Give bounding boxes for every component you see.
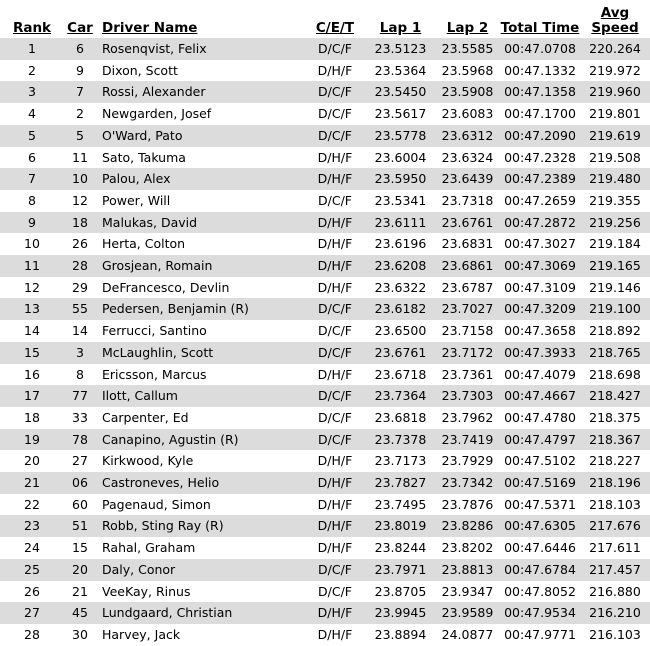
cell-avg-speed: 218.367 [580, 429, 650, 451]
cell-lap2: 23.6324 [441, 149, 494, 165]
cell-driver-name: Robb, Sting Ray (R) [96, 515, 304, 537]
cell-driver-name: Sato, Takuma [102, 149, 186, 165]
cell-driver-name: McLaughlin, Scott [96, 342, 304, 364]
cell-driver-name: DeFrancesco, Devlin [102, 279, 230, 295]
table-row [0, 320, 650, 342]
cell-lap2: 23.7027 [435, 298, 500, 320]
cell-total-time: 00:47.2659 [504, 192, 576, 208]
cell-car: 6 [64, 38, 96, 60]
table-row [0, 103, 650, 125]
table-row [0, 407, 650, 429]
cell-total-time: 00:47.4079 [504, 366, 576, 382]
cell-total-time: 00:47.9534 [500, 602, 580, 624]
cell-avg-speed: 220.264 [580, 38, 650, 60]
cell-driver-name: Palou, Alex [96, 168, 304, 190]
cell-car: 5 [64, 125, 96, 147]
cell-total-time: 00:47.2090 [500, 125, 580, 147]
cell-avg-speed: 219.355 [589, 192, 641, 208]
cell-avg-speed: 218.698 [589, 366, 641, 382]
cell-avg-speed: 219.508 [589, 149, 641, 165]
cell-car: 8 [76, 366, 84, 382]
cell-driver-name: Grosjean, Romain [96, 255, 304, 277]
cell-driver-name: Lundgaard, Christian [96, 602, 304, 624]
table-row [0, 385, 650, 407]
cell-cet: D/H/F [317, 236, 353, 252]
cell-avg-speed: 218.103 [589, 496, 641, 512]
cell-cet: D/H/F [317, 453, 353, 469]
cell-cet: D/C/F [304, 125, 366, 147]
cell-driver-name: Carpenter, Ed [102, 409, 189, 425]
cell-rank: 27 [0, 602, 64, 624]
header-cet: C/E/T [315, 20, 355, 36]
cell-rank: 18 [24, 409, 40, 425]
cell-lap1: 23.7495 [374, 496, 427, 512]
cell-lap2: 23.7158 [441, 323, 494, 339]
cell-rank: 3 [0, 81, 64, 103]
cell-lap1: 23.6111 [366, 212, 435, 234]
cell-lap1: 23.8019 [366, 515, 435, 537]
cell-car: 10 [64, 168, 96, 190]
cell-cet: D/C/F [318, 409, 352, 425]
cell-driver-name: Daly, Conor [96, 559, 304, 581]
cell-cet: D/H/F [304, 602, 366, 624]
cell-lap2: 23.9589 [435, 602, 500, 624]
cell-cet: D/C/F [304, 81, 366, 103]
cell-rank: 11 [0, 255, 64, 277]
cell-avg-speed: 219.619 [580, 125, 650, 147]
cell-lap2: 23.7361 [441, 366, 494, 382]
cell-lap2: 23.7172 [435, 342, 500, 364]
cell-avg-speed: 219.972 [589, 62, 641, 78]
cell-avg-speed: 219.100 [580, 298, 650, 320]
cell-cet: D/H/F [317, 496, 353, 512]
cell-lap1: 23.8705 [374, 583, 427, 599]
cell-rank: 28 [24, 626, 40, 642]
cell-car: 9 [76, 62, 84, 78]
header-car: Car [67, 20, 93, 36]
cell-lap1: 23.5450 [366, 81, 435, 103]
cell-rank: 16 [24, 366, 40, 382]
cell-car: 51 [64, 515, 96, 537]
cell-car: 28 [64, 255, 96, 277]
cell-car: 27 [72, 453, 88, 469]
cell-cet: D/C/F [318, 323, 352, 339]
cell-avg-speed: 216.103 [589, 626, 641, 642]
cell-cet: D/C/F [304, 298, 366, 320]
cell-lap1: 23.6718 [374, 366, 427, 382]
cell-lap2: 23.6831 [441, 236, 494, 252]
cell-cet: D/H/F [304, 255, 366, 277]
cell-lap1: 23.7173 [374, 453, 427, 469]
cell-total-time: 00:47.2389 [500, 168, 580, 190]
cell-total-time: 00:47.3109 [504, 279, 576, 295]
cell-car: 77 [64, 385, 96, 407]
cell-avg-speed: 219.146 [589, 279, 641, 295]
cell-lap1: 23.6322 [374, 279, 427, 295]
cell-avg-speed: 218.196 [580, 472, 650, 494]
cell-lap1: 23.5950 [366, 168, 435, 190]
cell-driver-name: Malukas, David [96, 212, 304, 234]
table-row [0, 277, 650, 299]
table-row [0, 298, 650, 320]
header-avg-speed-line2: Speed [591, 20, 639, 36]
cell-lap1: 23.7364 [366, 385, 435, 407]
cell-cet: D/H/F [317, 62, 353, 78]
cell-lap2: 23.8286 [435, 515, 500, 537]
table-row [0, 233, 650, 255]
cell-lap1: 23.6818 [374, 409, 427, 425]
cell-avg-speed: 219.801 [589, 106, 641, 122]
cell-cet: D/C/F [318, 583, 352, 599]
table-row [0, 494, 650, 516]
header-avg-speed [580, 0, 650, 38]
table-row [0, 429, 650, 451]
header-lap1: Lap 1 [379, 20, 422, 36]
cell-avg-speed: 219.256 [580, 212, 650, 234]
cell-driver-name: Power, Will [102, 192, 171, 208]
table-row [0, 472, 650, 494]
cell-car: 18 [64, 212, 96, 234]
cell-car: 29 [72, 279, 88, 295]
cell-lap2: 23.7342 [435, 472, 500, 494]
table-row [0, 38, 650, 60]
cell-lap2: 23.6083 [441, 106, 494, 122]
cell-rank: 19 [0, 429, 64, 451]
cell-lap2: 23.6761 [435, 212, 500, 234]
cell-lap2: 23.5585 [435, 38, 500, 60]
header-total-time: Total Time [500, 20, 580, 36]
cell-lap1: 23.5778 [366, 125, 435, 147]
cell-car: 15 [72, 540, 88, 556]
cell-driver-name: Pedersen, Benjamin (R) [96, 298, 304, 320]
header-avg-speed-line1: Avg [600, 5, 630, 21]
cell-total-time: 00:47.0708 [500, 38, 580, 60]
table-row [0, 342, 650, 364]
table-row [0, 168, 650, 190]
cell-driver-name: Rosenqvist, Felix [96, 38, 304, 60]
cell-cet: D/H/F [317, 279, 353, 295]
table-row [0, 581, 650, 603]
table-row [0, 125, 650, 147]
cell-total-time: 00:47.1700 [504, 106, 576, 122]
table-row [0, 364, 650, 386]
cell-avg-speed: 217.611 [589, 540, 641, 556]
cell-avg-speed: 216.210 [580, 602, 650, 624]
cell-cet: D/C/F [318, 192, 352, 208]
cell-lap1: 23.6208 [366, 255, 435, 277]
cell-lap1: 23.9945 [366, 602, 435, 624]
table-body [0, 38, 650, 646]
cell-total-time: 00:47.8052 [504, 583, 576, 599]
cell-car: 33 [72, 409, 88, 425]
cell-rank: 12 [24, 279, 40, 295]
cell-lap1: 23.6196 [374, 236, 427, 252]
cell-lap2: 23.7419 [435, 429, 500, 451]
cell-avg-speed: 218.892 [589, 323, 641, 339]
header-driver-name: Driver Name [102, 20, 198, 36]
cell-lap2: 23.8813 [435, 559, 500, 581]
cell-total-time: 00:47.4797 [500, 429, 580, 451]
cell-rank: 15 [0, 342, 64, 364]
cell-lap1: 23.6500 [374, 323, 427, 339]
cell-avg-speed: 218.427 [580, 385, 650, 407]
cell-avg-speed: 216.880 [589, 583, 641, 599]
cell-total-time: 00:47.5169 [500, 472, 580, 494]
cell-total-time: 00:47.4667 [500, 385, 580, 407]
cell-lap2: 23.7318 [441, 192, 494, 208]
cell-lap2: 23.8202 [441, 540, 494, 556]
cell-avg-speed: 219.184 [589, 236, 641, 252]
cell-car: 14 [72, 323, 88, 339]
cell-cet: D/C/F [304, 559, 366, 581]
cell-avg-speed: 218.765 [580, 342, 650, 364]
cell-total-time: 00:47.3933 [500, 342, 580, 364]
cell-total-time: 00:47.2872 [500, 212, 580, 234]
table-row [0, 602, 650, 624]
cell-rank: 22 [24, 496, 40, 512]
cell-driver-name: Castroneves, Helio [96, 472, 304, 494]
cell-car: 60 [72, 496, 88, 512]
cell-driver-name: Pagenaud, Simon [102, 496, 211, 512]
cell-cet: D/C/F [318, 106, 352, 122]
table-row [0, 450, 650, 472]
cell-cet: D/C/F [304, 429, 366, 451]
cell-rank: 25 [0, 559, 64, 581]
cell-total-time: 00:47.6305 [500, 515, 580, 537]
table-row [0, 81, 650, 103]
table-row [0, 515, 650, 537]
cell-cet: D/C/F [304, 38, 366, 60]
cell-lap1: 23.6761 [366, 342, 435, 364]
cell-driver-name: Harvey, Jack [102, 626, 181, 642]
cell-car: 12 [72, 192, 88, 208]
table-row [0, 537, 650, 559]
cell-total-time: 00:47.1332 [504, 62, 576, 78]
cell-car: 2 [76, 106, 84, 122]
cell-rank: 2 [28, 62, 36, 78]
table-row [0, 147, 650, 169]
cell-driver-name: O'Ward, Pato [96, 125, 304, 147]
cell-driver-name: Canapino, Agustin (R) [96, 429, 304, 451]
cell-total-time: 00:47.3209 [500, 298, 580, 320]
cell-car: 78 [64, 429, 96, 451]
cell-total-time: 00:47.1358 [500, 81, 580, 103]
cell-car: 7 [64, 81, 96, 103]
cell-car: 45 [64, 602, 96, 624]
cell-driver-name: Dixon, Scott [102, 62, 178, 78]
cell-cet: D/H/F [317, 366, 353, 382]
cell-lap1: 23.7378 [366, 429, 435, 451]
cell-cet: D/H/F [317, 540, 353, 556]
cell-lap2: 23.9347 [441, 583, 494, 599]
table-row [0, 255, 650, 277]
cell-rank: 9 [0, 212, 64, 234]
cell-rank: 20 [24, 453, 40, 469]
header-lap2: Lap 2 [446, 20, 489, 36]
cell-lap2: 23.6312 [435, 125, 500, 147]
cell-rank: 4 [28, 106, 36, 122]
cell-avg-speed: 218.227 [589, 453, 641, 469]
cell-rank: 6 [28, 149, 36, 165]
table-row [0, 190, 650, 212]
cell-lap1: 23.8244 [374, 540, 427, 556]
cell-car: 21 [72, 583, 88, 599]
cell-lap1: 23.5364 [374, 62, 427, 78]
cell-lap2: 23.6787 [441, 279, 494, 295]
cell-avg-speed: 217.676 [580, 515, 650, 537]
cell-total-time: 00:47.6446 [504, 540, 576, 556]
cell-lap2: 23.5908 [435, 81, 500, 103]
cell-lap1: 23.8894 [374, 626, 427, 642]
cell-driver-name: Ericsson, Marcus [102, 366, 207, 382]
cell-car: 3 [64, 342, 96, 364]
table-row [0, 212, 650, 234]
cell-driver-name: Newgarden, Josef [102, 106, 212, 122]
cell-rank: 17 [0, 385, 64, 407]
cell-lap1: 23.7971 [366, 559, 435, 581]
cell-car: 20 [64, 559, 96, 581]
cell-cet: D/C/F [304, 385, 366, 407]
cell-rank: 13 [0, 298, 64, 320]
cell-lap2: 24.0877 [441, 626, 494, 642]
cell-total-time: 00:47.5102 [504, 453, 576, 469]
cell-lap2: 23.7303 [435, 385, 500, 407]
cell-rank: 8 [28, 192, 36, 208]
cell-total-time: 00:47.3027 [504, 236, 576, 252]
cell-total-time: 00:47.2328 [504, 149, 576, 165]
cell-lap2: 23.6439 [435, 168, 500, 190]
cell-avg-speed: 218.375 [589, 409, 641, 425]
cell-rank: 7 [0, 168, 64, 190]
cell-lap2: 23.7929 [441, 453, 494, 469]
cell-total-time: 00:47.9771 [504, 626, 576, 642]
cell-lap2: 23.5968 [441, 62, 494, 78]
cell-lap1: 23.6182 [366, 298, 435, 320]
cell-avg-speed: 219.480 [580, 168, 650, 190]
table-row [0, 60, 650, 82]
cell-car: 26 [72, 236, 88, 252]
cell-cet: D/H/F [304, 472, 366, 494]
header-rank: Rank [12, 20, 52, 36]
cell-driver-name: Rahal, Graham [102, 540, 196, 556]
cell-rank: 14 [24, 323, 40, 339]
cell-lap1: 23.5617 [374, 106, 427, 122]
cell-car: 30 [72, 626, 88, 642]
cell-car: 06 [64, 472, 96, 494]
cell-lap1: 23.5123 [366, 38, 435, 60]
cell-car: 11 [72, 149, 88, 165]
cell-total-time: 00:47.3069 [500, 255, 580, 277]
cell-total-time: 00:47.5371 [504, 496, 576, 512]
cell-cet: D/C/F [304, 342, 366, 364]
cell-driver-name: Rossi, Alexander [96, 81, 304, 103]
cell-cet: D/H/F [317, 149, 353, 165]
cell-avg-speed: 219.165 [580, 255, 650, 277]
cell-rank: 24 [24, 540, 40, 556]
cell-total-time: 00:47.6784 [500, 559, 580, 581]
cell-lap2: 23.7962 [441, 409, 494, 425]
table-header [0, 0, 650, 38]
cell-car: 55 [64, 298, 96, 320]
cell-rank: 21 [0, 472, 64, 494]
table-row [0, 559, 650, 581]
cell-driver-name: VeeKay, Rinus [102, 583, 191, 599]
cell-rank: 10 [24, 236, 40, 252]
cell-driver-name: Herta, Colton [102, 236, 186, 252]
cell-rank: 5 [0, 125, 64, 147]
cell-total-time: 00:47.3658 [504, 323, 576, 339]
table-row [0, 624, 650, 646]
cell-cet: D/H/F [317, 626, 353, 642]
cell-lap1: 23.7827 [366, 472, 435, 494]
cell-cet: D/H/F [304, 212, 366, 234]
cell-lap2: 23.7876 [441, 496, 494, 512]
cell-driver-name: Ferrucci, Santino [102, 323, 207, 339]
cell-driver-name: Kirkwood, Kyle [102, 453, 194, 469]
cell-rank: 26 [24, 583, 40, 599]
cell-cet: D/H/F [304, 515, 366, 537]
cell-lap2: 23.6861 [435, 255, 500, 277]
cell-avg-speed: 219.960 [580, 81, 650, 103]
cell-cet: D/H/F [304, 168, 366, 190]
cell-lap1: 23.6004 [374, 149, 427, 165]
cell-rank: 23 [0, 515, 64, 537]
cell-rank: 1 [0, 38, 64, 60]
cell-avg-speed: 217.457 [580, 559, 650, 581]
cell-total-time: 00:47.4780 [504, 409, 576, 425]
cell-driver-name: Ilott, Callum [96, 385, 304, 407]
cell-lap1: 23.5341 [374, 192, 427, 208]
